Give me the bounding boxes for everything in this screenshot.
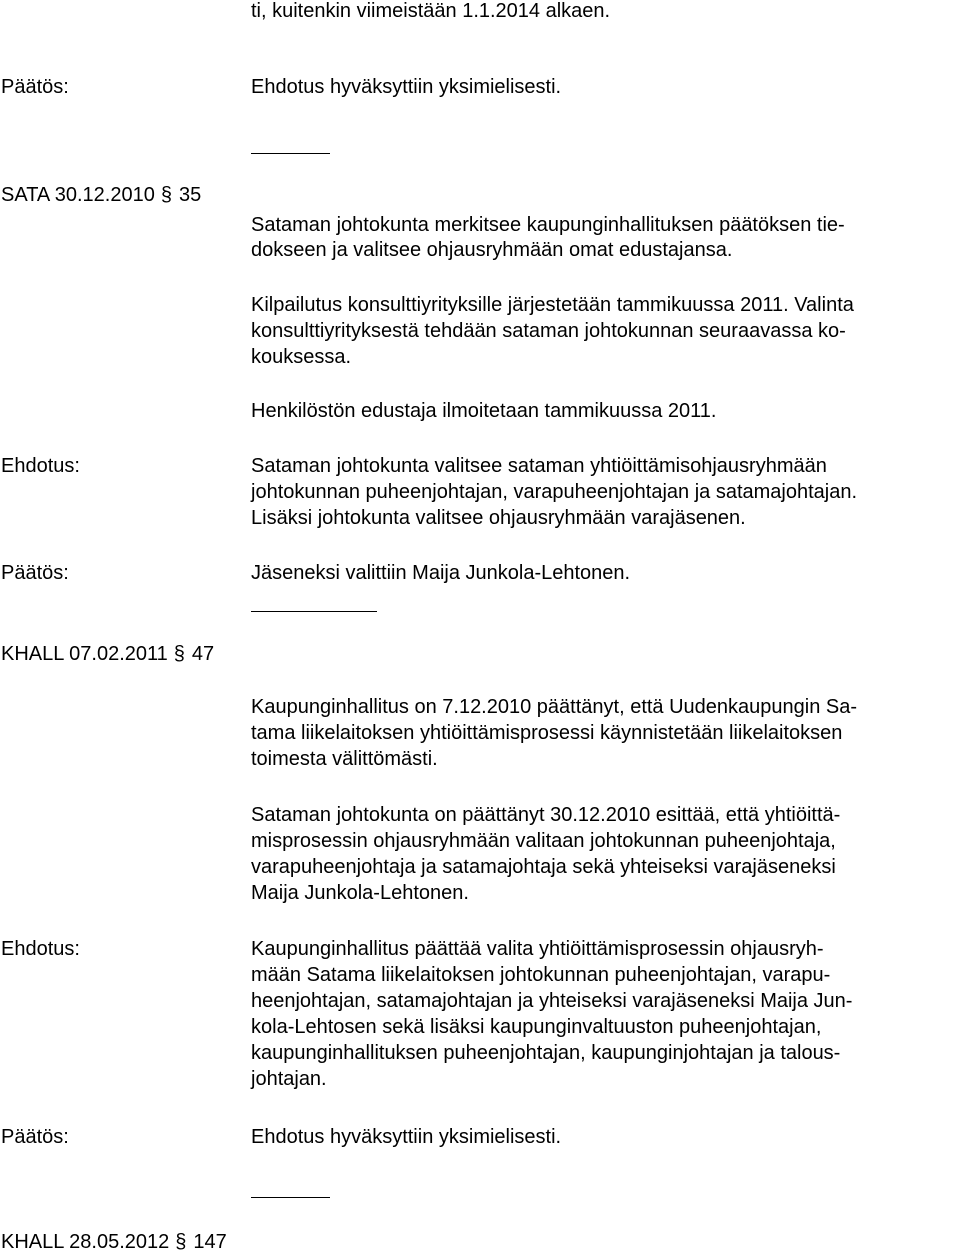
decision-label: Päätös: (1, 1126, 69, 1148)
decision-text: Ehdotus hyväksyttiin yksimielisesti. (251, 1126, 562, 1148)
decision-label: Päätös: (1, 562, 69, 584)
proposal-line: johtokunnan puheenjohtajan, varapuheenjohtajan ja satamajohtajan. (251, 481, 858, 503)
khall-para1-line: tama liikelaitoksen yhtiöittämisprosessi käynnistetään liikelaitoksen (251, 722, 843, 744)
khall-para2-line: Maija Junkola-Lehtonen. (251, 882, 469, 904)
section-date: KHALL 07.02.2011 (1, 643, 168, 665)
proposal-line: kaupunginhallituksen puheenjohtajan, kaupunginjohtajan ja talous- (251, 1042, 841, 1064)
proposal-label: Ehdotus: (1, 938, 80, 960)
separator-rule (251, 611, 377, 612)
section-sign-icon: § (160, 184, 172, 206)
sata-para2-line: konsulttiyrityksestä tehdään sataman johtokunnan seuraavassa ko- (251, 320, 846, 342)
section-number: 35 (178, 184, 202, 206)
proposal-line: Lisäksi johtokunta valitsee ohjausryhmään varajäsenen. (251, 507, 746, 529)
section-sign-icon: § (175, 1231, 187, 1253)
sata-para1-line: Sataman johtokunta merkitsee kaupunginhallituksen päätöksen tie- (251, 214, 845, 236)
section-sign-icon: § (173, 643, 185, 665)
proposal-line: Kaupunginhallitus päättää valita yhtiöittämisprosessin ohjausryh- (251, 938, 824, 960)
sata-para2-line: Kilpailutus konsulttiyrityksille järjestetään tammikuussa 2011. Valinta (251, 294, 854, 316)
khall-para2-line: varapuheenjohtaja ja satamajohtaja sekä yhteiseksi varajäseneksi (251, 856, 836, 878)
section-header-khall (1, 641, 214, 667)
section-header-sata (1, 182, 201, 208)
separator-rule (251, 1197, 330, 1198)
proposal-line: kola-Lehtosen sekä lisäksi kaupunginvaltuuston puheenjohtajan, (251, 1016, 822, 1038)
khall-para2-line: Sataman johtokunta on päättänyt 30.12.2010 esittää, että yhtiöittä- (251, 804, 841, 826)
proposal-label: Ehdotus: (1, 455, 80, 477)
section-number: 47 (191, 643, 215, 665)
proposal-line: Sataman johtokunta valitsee sataman yhtiöittämisohjausryhmään (251, 455, 827, 477)
sata-para3: Henkilöstön edustaja ilmoitetaan tammikuussa 2011. (251, 400, 717, 422)
continuation-line: ti, kuitenkin viimeistään 1.1.2014 alkaen. (251, 0, 611, 22)
section-date: KHALL 28.05.2012 (1, 1231, 170, 1253)
separator-rule (251, 153, 330, 154)
khall-para1-line: Kaupunginhallitus on 7.12.2010 päättänyt, että Uudenkaupungin Sa- (251, 696, 858, 718)
sata-para2-line: kouksessa. (251, 346, 352, 368)
section-date: SATA 30.12.2010 (1, 184, 155, 206)
decision-label: Päätös: (1, 76, 69, 98)
proposal-line: johtajan. (251, 1068, 327, 1090)
khall-para1-line: toimesta välittömästi. (251, 748, 438, 770)
proposal-line: mään Satama liikelaitoksen johtokunnan puheenjohtajan, varapu- (251, 964, 831, 986)
section-header-khall (1, 1229, 227, 1255)
section-number: 147 (193, 1231, 227, 1253)
decision-text: Ehdotus hyväksyttiin yksimielisesti. (251, 76, 562, 98)
khall-para2-line: misprosessin ohjausryhmään valitaan johtokunnan puheenjohtaja, (251, 830, 836, 852)
proposal-line: heenjohtajan, satamajohtajan ja yhteiseksi varajäseneksi Maija Jun- (251, 990, 853, 1012)
decision-text: Jäseneksi valittiin Maija Junkola-Lehtonen. (251, 562, 631, 584)
sata-para1-line: dokseen ja valitsee ohjausryhmään omat edustajansa. (251, 239, 733, 261)
